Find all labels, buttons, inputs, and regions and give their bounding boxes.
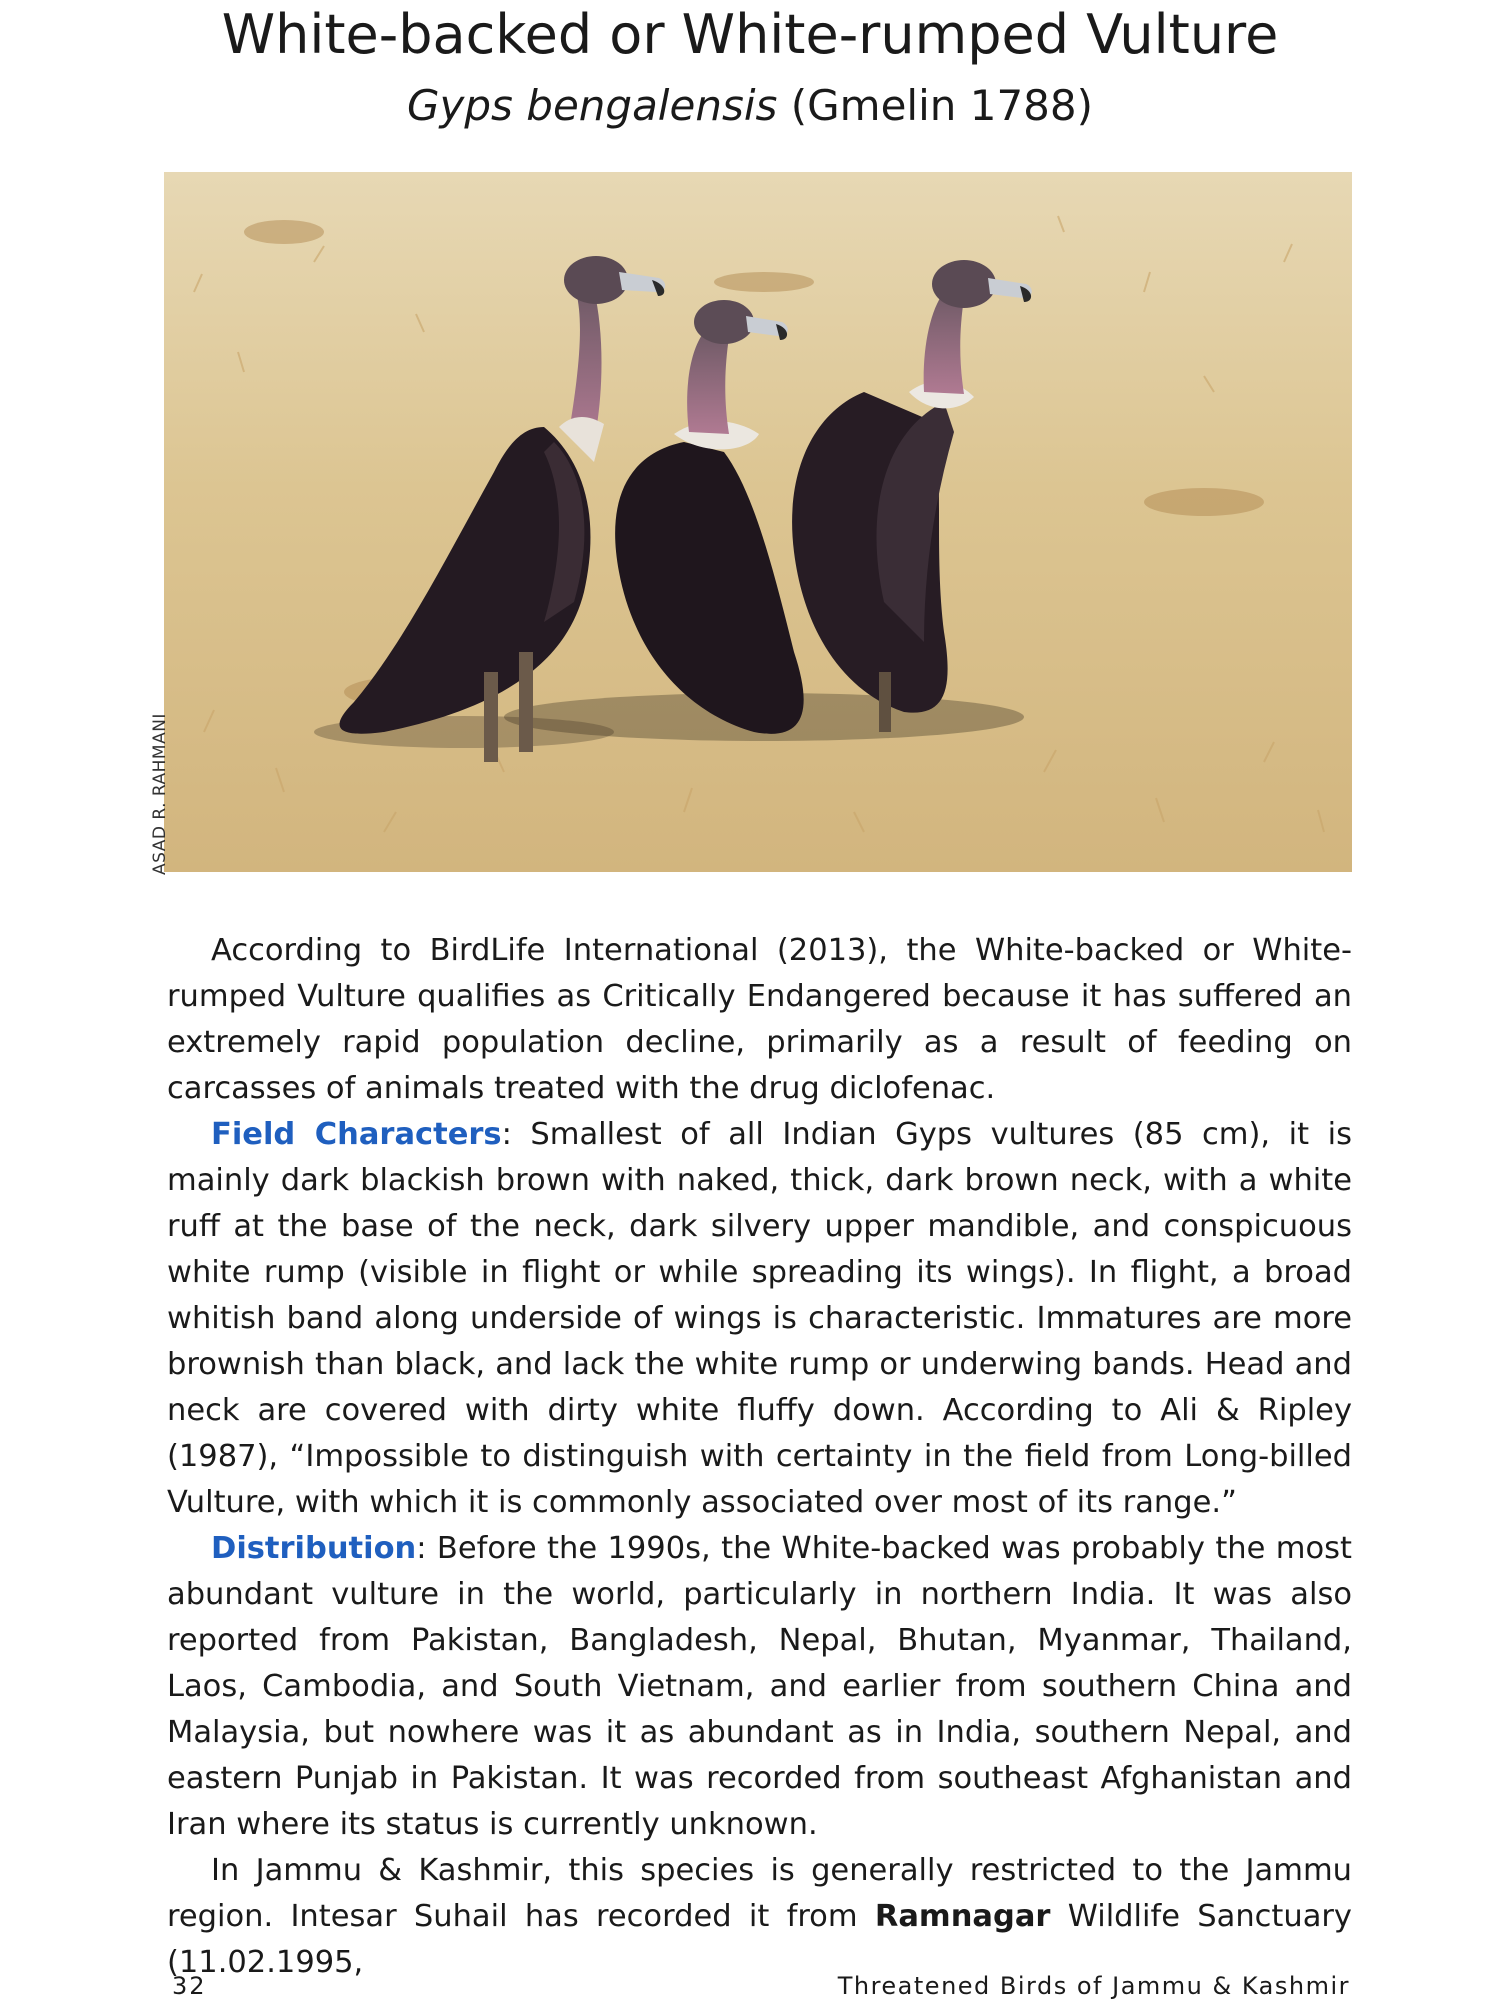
page-subtitle [0,78,1500,134]
running-footer: Threatened Birds of Jammu & Kashmir [837,1972,1350,2000]
intro-paragraph: According to BirdLife International (2013), the White-backed or White-rumped Vulture qualifies as Critically Endangered because it has suffered an extremely rapid population decline, primarily as a result of feeding on carcasses of animals treated with the drug diclofenac. [167,933,1352,1106]
field-characters-heading: Field Characters [211,1117,502,1152]
vulture-photo [164,172,1352,872]
distribution-paragraph [167,1526,1352,1848]
page-title: White-backed or White-rumped Vulture [221,3,1279,66]
jammu-kashmir-paragraph [167,1848,1352,1986]
article-body [167,928,1352,1986]
jk-text-start: In Jammu & Kashmir, this species is generally restricted to the Jammu region. Intesar Suhail has recorded it from [167,1853,1352,1934]
ramnagar-bold: Ramnagar [874,1899,1051,1934]
distribution-text: : Before the 1990s, the White-backed was probably the most abundant vulture in the world, particularly in northern India. It was also reported from Pakistan, Bangladesh, Nepal, Bhutan, Myanmar, Thailand, Laos, Cambodia, and South Vietnam, and earlier from southern China and Malaysia, but nowhere was it as abundant as in India, southern Nepal, and eastern Punjab in Pakistan. It was recorded from southeast Afghanistan and Iran where its status is currently unknown. [167,1531,1352,1842]
field-characters-paragraph [167,1112,1352,1526]
page-number: 32 [172,1972,207,2000]
authority: (Gmelin 1788) [790,81,1093,130]
jk-text-end: Wildlife Sanctuary (11.02.1995, [167,1899,1352,1980]
field-characters-text: : Smallest of all Indian Gyps vultures (85 cm), it is mainly dark blackish brown with naked, thick, dark brown neck, with a white ruff at the base of the neck, dark silvery upper mandible, and conspicuous white rump (visible in flight or while spreading its wings). In flight, a broad whitish band along underside of wings is characteristic. Immatures are more brownish than black, and lack the white rump or underwing bands. Head and neck are covered with dirty white fluffy down. According to Ali & Ripley (1987), “Impossible to distinguish with certainty in the field from Long-billed Vulture, with which it is commonly associated over most of its range.” [167,1117,1352,1520]
distribution-heading: Distribution [211,1531,417,1566]
scientific-name: Gyps bengalensis [407,81,778,130]
